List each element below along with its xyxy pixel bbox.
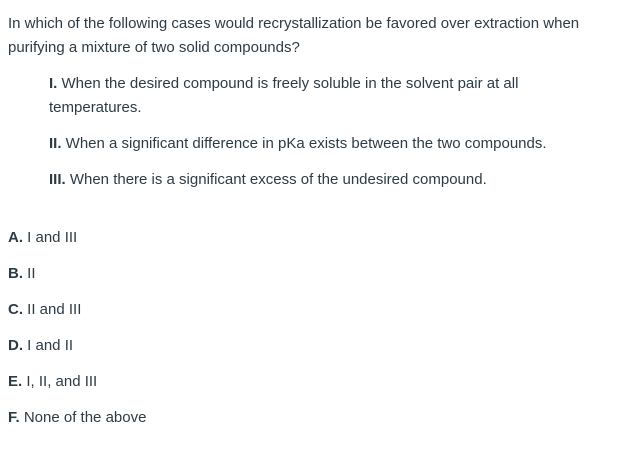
statement-3 — [49, 168, 569, 192]
option-text: I, II, and III — [22, 373, 98, 390]
statement-text: When there is a significant excess of the undesired compound. — [65, 171, 487, 188]
option-d[interactable] — [8, 334, 625, 358]
option-label: C. — [8, 301, 23, 318]
statement-1 — [49, 72, 569, 120]
option-f[interactable] — [8, 406, 625, 430]
option-text: I and II — [23, 337, 74, 354]
question-text: In which of the following cases would recrystallization be favored over extraction when purifying a mixture of two solid compounds? — [8, 15, 580, 56]
option-c[interactable] — [8, 298, 625, 322]
statement-label: II. — [49, 135, 62, 152]
statement-label: I. — [49, 75, 58, 92]
option-label: F. — [8, 409, 20, 426]
statement-2 — [49, 132, 569, 156]
option-text: II and III — [23, 301, 82, 318]
answer-options — [8, 226, 625, 430]
option-e[interactable] — [8, 370, 625, 394]
option-label: B. — [8, 265, 23, 282]
statement-text: When a significant difference in pKa exists between the two compounds. — [61, 135, 547, 152]
option-a[interactable] — [8, 226, 625, 250]
option-b[interactable] — [8, 262, 625, 286]
option-label: A. — [8, 229, 23, 246]
option-label: D. — [8, 337, 23, 354]
statement-list — [49, 72, 625, 192]
statement-text: When the desired compound is freely soluble in the solvent pair at all temperatures. — [49, 75, 519, 116]
statement-label: III. — [49, 171, 66, 188]
option-label: E. — [8, 373, 23, 390]
option-text: None of the above — [19, 409, 147, 426]
option-text: I and III — [23, 229, 78, 246]
option-text: II — [23, 265, 36, 282]
